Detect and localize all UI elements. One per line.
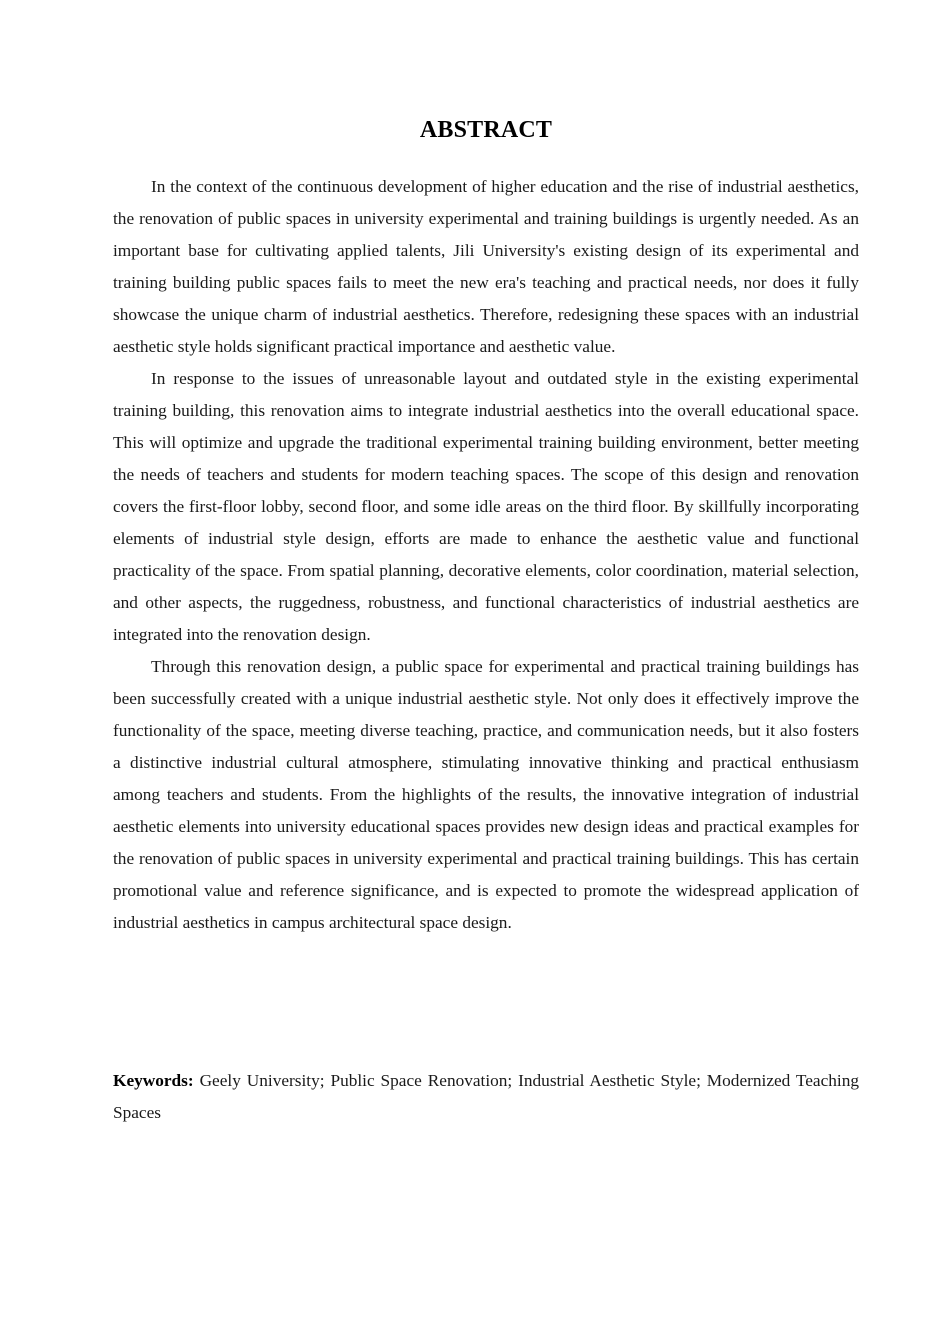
abstract-body [113, 171, 859, 939]
keywords-line [113, 1065, 859, 1129]
abstract-paragraph-2: In response to the issues of unreasonable layout and outdated style in the existing experimental training building, this renovation aims to integrate industrial aesthetics into the overall educational space. This will optimize and upgrade the traditional experimental training building environment, better meeting the needs of teachers and students for modern teaching spaces. The scope of this design and renovation covers the first-floor lobby, second floor, and some idle areas on the third floor. By skillfully incorporating elements of industrial style design, efforts are made to enhance the aesthetic value and functional practicality of the space. From spatial planning, decorative elements, color coordination, material selection, and other aspects, the ruggedness, robustness, and functional characteristics of industrial aesthetics are integrated into the renovation design. [113, 369, 859, 644]
abstract-title: ABSTRACT [419, 117, 553, 143]
keywords-label: Keywords: [113, 1071, 194, 1090]
abstract-paragraph-1: In the context of the continuous development of higher education and the rise of industrial aesthetics, the renovation of public spaces in university experimental and training buildings is urgently needed. As an important base for cultivating applied talents, Jili University's existing design of its experimental and training building public spaces fails to meet the new era's teaching and practical needs, nor does it fully showcase the unique charm of industrial aesthetics. Therefore, redesigning these spaces with an industrial aesthetic style holds significant practical importance and aesthetic value. [113, 177, 859, 356]
keywords-text: Geely University; Public Space Renovation; Industrial Aesthetic Style; Modernized Teaching Spaces [113, 1071, 859, 1122]
abstract-paragraph-3: Through this renovation design, a public space for experimental and practical training buildings has been successfully created with a unique industrial aesthetic style. Not only does it effectively improve the functionality of the space, meeting diverse teaching, practice, and communication needs, but it also fosters a distinctive industrial cultural atmosphere, stimulating innovative thinking and practical enthusiasm among teachers and students. From the highlights of the results, the innovative integration of industrial aesthetic elements into university educational spaces provides new design ideas and practical examples for the renovation of public spaces in university experimental and practical training buildings. This has certain promotional value and reference significance, and is expected to promote the widespread application of industrial aesthetics in campus architectural space design. [113, 657, 859, 932]
